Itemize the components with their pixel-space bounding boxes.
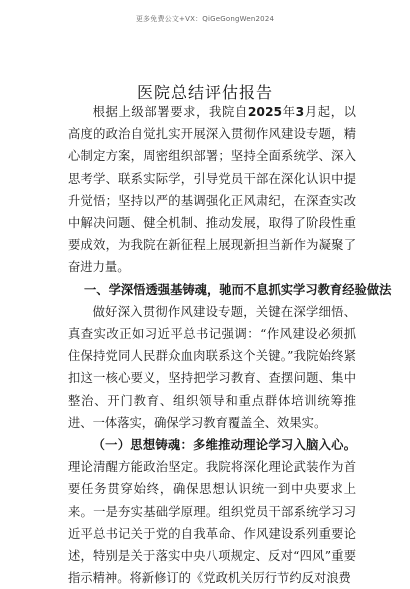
document-title: 医院总结评估报告 [136, 83, 273, 102]
subsection-heading: （一）思想铸魂：多维推动理论学习入脑入心。 [92, 438, 356, 453]
watermark-text: 更多免费公文+VX：QiGeGongWen2024 [135, 15, 275, 23]
intro-lead: 根据上级部署要求，我院自 [92, 105, 248, 119]
intro-month: 3 [295, 105, 305, 119]
section-heading: 一、学深悟透强基铸魂，驰而不息抓实学习教育经验做法 [83, 282, 392, 297]
subsection-body: 理论清醒方能政治坚定。我院将深化理论武装作为首要任务贯穿始终，确保思想认识统一到中央要求上来。一是夯实基础学原理。组织党员干部系统学习习近平总书记关于党的自我革命、作风建设系列重要论述，特别是关于落实中央八项规定、反对“四风”重要指示精神。将新修订的《党政机关厉行节约反对浪费 [68, 460, 356, 586]
intro-mid: 年 [282, 105, 296, 119]
intro-rest: 月起，以高度的政治自觉扎实开展深入贯彻作风建设专题，精心制定方案，周密组织部署；坚持全面系统学、深入思考学、联系实际学，引导党员干部在深化认识中提升觉悟；坚持以严的基调强化正风肃纪，在深查实改中解决问题、健全机制、推动发展，取得了阶段性重要成效，为我院在新征程上展现新担当新作为凝聚了奋进力量。 [68, 105, 356, 275]
document-body [68, 101, 392, 589]
intro-paragraph [68, 101, 356, 279]
subsection-paragraph [68, 434, 356, 589]
section-paragraph: 做好深入贯彻作风建设专题，关键在深学细悟、真查实改正如习近平总书记强调：“作风建设必须抓住保持党同人民群众血肉联系这个关键。”我院始终紧扣这一核心要义，坚持把学习教育、查摆问题、集中整治、开门教育、组织领导和重点群体培训统筹推进、一体落实，确保学习教育覆盖全、效果实。 [68, 304, 356, 430]
intro-year: 2025 [247, 105, 283, 119]
